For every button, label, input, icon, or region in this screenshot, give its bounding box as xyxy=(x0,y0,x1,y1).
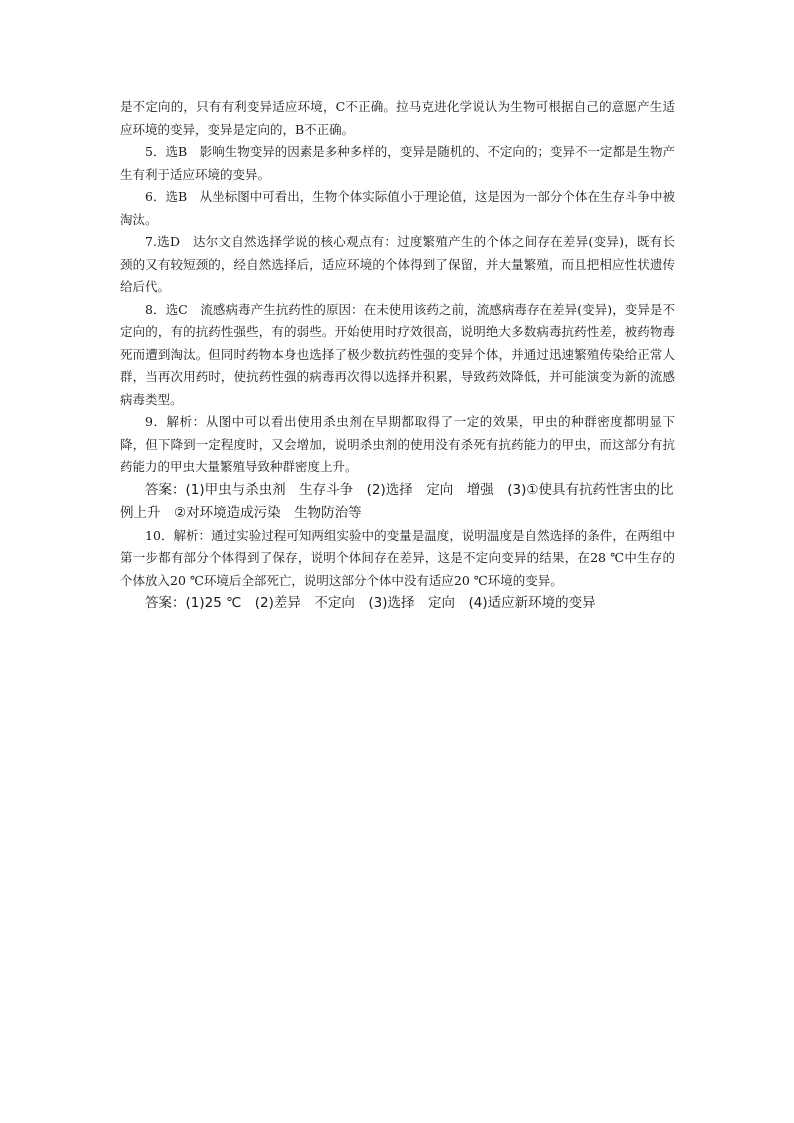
paragraph-question-6: 6．选B 从坐标图中可看出，生物个体实际值小于理论值，这是因为一部分个体在生存斗争中被淘汰。 xyxy=(120,189,675,227)
paragraph-question-7: 7.选D 达尔文自然选择学说的核心观点有：过度繁殖产生的个体之间存在差异(变异)，既有长颈的又有较短颈的，经自然选择后，适应环境的个体得到了保留，并大量繁殖，而且把相应性状遗传给后代。 xyxy=(120,234,675,294)
answer-question-9: 答案：(1)甲虫与杀虫剂 生存斗争 (2)选择 定向 增强 (3)①使具有抗药性害虫的比例上升 ②对环境造成污染 生物防治等 xyxy=(120,481,674,521)
answer-question-10: 答案：(1)25 ℃ (2)差异 不定向 (3)选择 定向 (4)适应新环境的变异 xyxy=(145,595,596,611)
paragraph-question-8: 8．选C 流感病毒产生抗药性的原因：在未使用该药之前，流感病毒存在差异(变异)，变异是不定向的，有的抗药性强些，有的弱些。开始使用时疗效很高，说明绝大多数病毒抗药性差，被药物毒死而遭到淘汰。但同时药物本身也选择了极少数抗药性强的变异个体，并通过迅速繁殖传染给正常人群，当再次用药时，使抗药性强的病毒再次得以选择并积累，导致药效降低，并可能演变为新的流感病毒类型。 xyxy=(120,301,675,407)
document-page xyxy=(120,96,675,615)
paragraph-question-10: 10．解析：通过实验过程可知两组实验中的变量是温度，说明温度是自然选择的条件，在两组中第一步都有部分个体得到了保存，说明个体间存在差异，这是不定向变异的结果，在28 ℃中生存的个体放入20 ℃环境后全部死亡，说明这部分个体中没有适应20 ℃环境的变异。 xyxy=(120,527,675,588)
paragraph-question-9: 9．解析：从图中可以看出使用杀虫剂在早期都取得了一定的效果，甲虫的种群密度都明显下降，但下降到一定程度时，又会增加，说明杀虫剂的使用没有杀死有抗药能力的甲虫，而这部分有抗药能力的甲虫大量繁殖导致种群密度上升。 xyxy=(120,414,675,474)
paragraph-question-5: 5．选B 影响生物变异的因素是多种多样的，变异是随机的、不定向的；变异不一定都是生物产生有利于适应环境的变异。 xyxy=(120,144,675,182)
paragraph-continuation: 是不定向的，只有有利变异适应环境，C不正确。拉马克进化学说认为生物可根据自己的意愿产生适应环境的变异，变异是定向的，B不正确。 xyxy=(120,99,675,137)
